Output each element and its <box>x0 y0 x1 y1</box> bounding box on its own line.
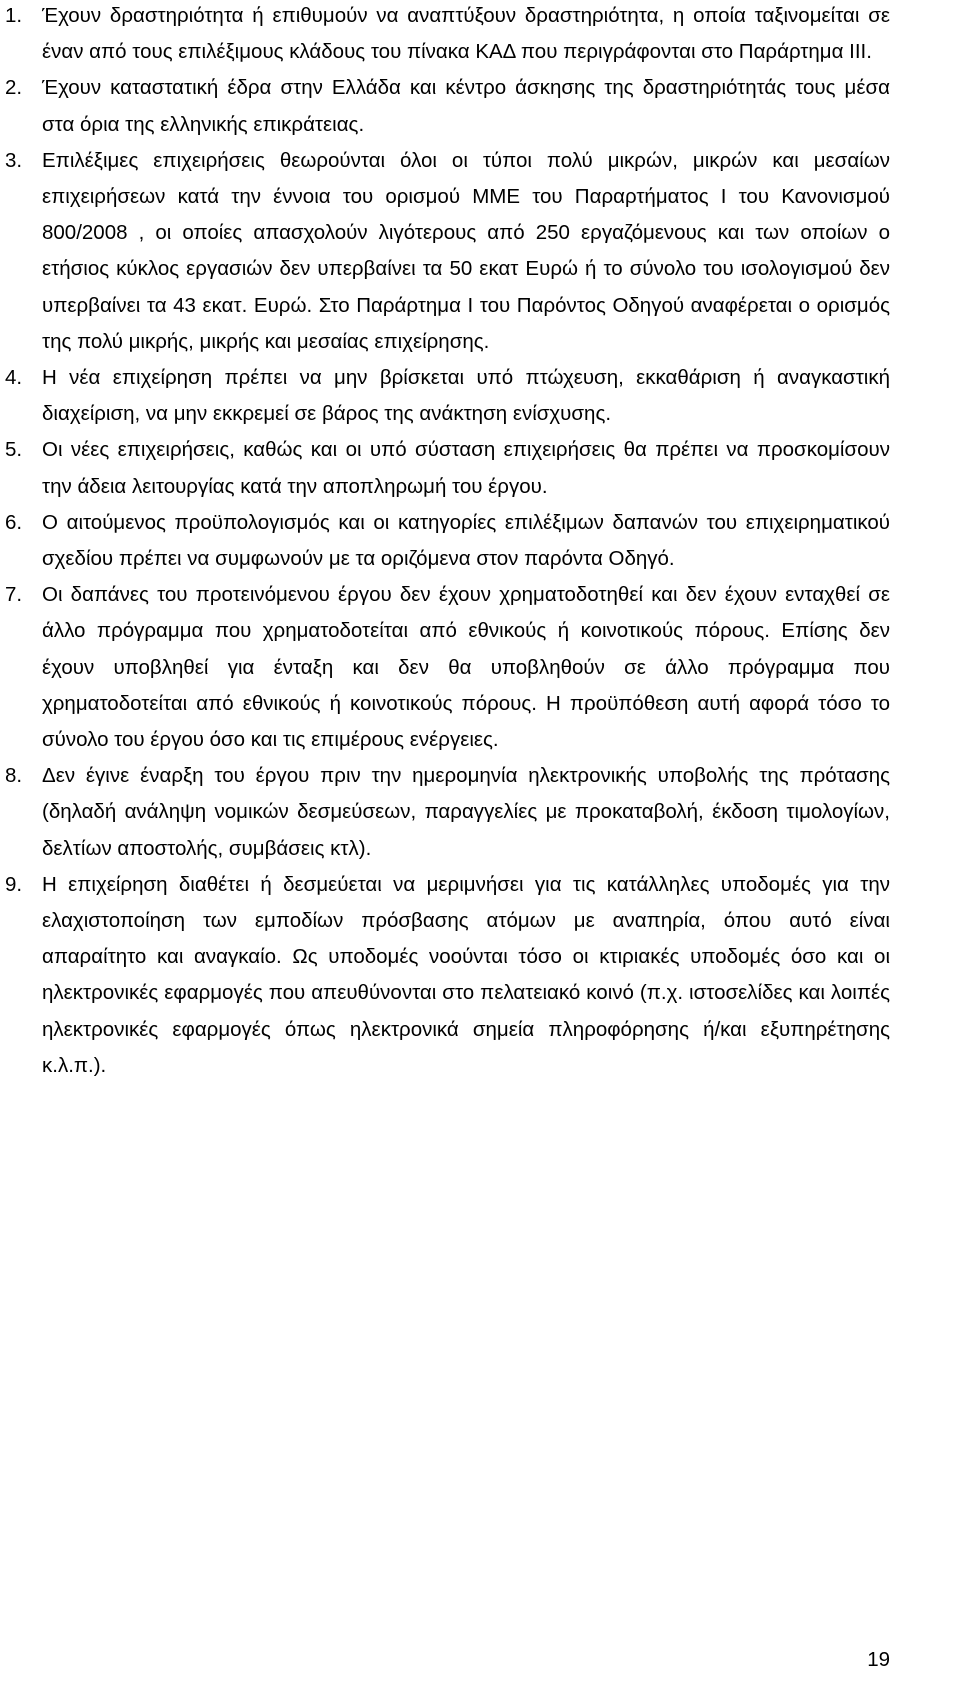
list-item <box>0 360 960 432</box>
list-item-text: Έχουν καταστατική έδρα στην Ελλάδα και κέντρο άσκησης της δραστηριότητάς τους μέσα στα όρια της ελληνικής επικράτειας. <box>42 76 890 136</box>
list-item-number: 8. <box>5 764 23 788</box>
list-item <box>0 867 960 1084</box>
list-item <box>0 432 960 504</box>
list-item <box>0 577 960 758</box>
list-item-text: Οι δαπάνες του προτεινόμενου έργου δεν έχουν χρηματοδοτηθεί και δεν έχουν ενταχθεί σε άλλο πρόγραμμα που χρηματοδοτείται από εθνικούς ή κοινοτικούς πόρους. Επίσης δεν έχουν υποβληθεί για ένταξη και δεν θα υποβληθούν σε άλλο πρόγραμμα που χρηματοδοτείται από εθνικούς ή κοινοτικούς πόρους. Η προϋπόθεση αυτή αφορά τόσο το σύνολο του έργου όσο και τις επιμέρους ενέργειες. <box>42 583 890 752</box>
list-item-number: 9. <box>5 872 23 896</box>
list-item <box>0 70 960 142</box>
list-item-number: 5. <box>5 438 23 462</box>
list-item-text: Η επιχείρηση διαθέτει ή δεσμεύεται να μεριμνήσει για τις κατάλληλες υποδομές για την ελαχιστοποίηση των εμποδίων πρόσβασης ατόμων με αναπηρία, όπου αυτό είναι απαραίτητο και αναγκαίο. Ως υποδομές νοούνται τόσο οι κτιριακές υποδομές όσο και οι ηλεκτρονικές εφαρμογές που απευθύνονται στο πελατειακό κοινό (π.χ. ιστοσελίδες και λοιπές ηλεκτρονικές εφαρμογές όπως ηλεκτρονικά σημεία πληροφόρησης ή/και εξυπηρέτησης κ.λ.π.). <box>42 872 890 1077</box>
list-item-number: 6. <box>5 510 23 534</box>
list-item-number: 3. <box>5 148 23 172</box>
list-item-text: Η νέα επιχείρηση πρέπει να μην βρίσκεται υπό πτώχευση, εκκαθάριση ή αναγκαστική διαχείριση, να μην εκκρεμεί σε βάρος της ανάκτηση ενίσχυσης. <box>42 366 890 426</box>
list-item-text: Δεν έγινε έναρξη του έργου πριν την ημερομηνία ηλεκτρονικής υποβολής της πρότασης (δηλαδή ανάληψη νομικών δεσμεύσεων, παραγγελίες με προκαταβολή, έκδοση τιμολογίων, δελτίων αποστολής, συμβάσεις κτλ). <box>42 764 890 860</box>
list-item-number: 2. <box>5 76 23 100</box>
page-number: 19 <box>867 1648 890 1671</box>
list-item-text: Οι νέες επιχειρήσεις, καθώς και οι υπό σύσταση επιχειρήσεις θα πρέπει να προσκομίσουν την άδεια λειτουργίας κατά την αποπληρωμή του έργου. <box>42 438 890 498</box>
list-item <box>0 143 960 360</box>
list-item <box>0 0 960 70</box>
list-item-text: Επιλέξιμες επιχειρήσεις θεωρούνται όλοι οι τύποι πολύ μικρών, μικρών και μεσαίων επιχειρήσεων κατά την έννοια του ορισμού ΜΜΕ του Παραρτήματος Ι του Κανονισμού 800/2008 , οι οποίες απασχολούν λιγότερους από 250 εργαζόμενους και των οποίων ο ετήσιος κύκλος εργασιών δεν υπερβαίνει τα 50 εκατ Ευρώ ή το σύνολο του ισολογισμού δεν υπερβαίνει τα 43 εκατ. Ευρώ. Στο Παράρτημα Ι του Παρόντος Οδηγού αναφέρεται ο ορισμός της πολύ μικρής, μικρής και μεσαίας επιχείρησης. <box>42 148 890 353</box>
list-item-number: 7. <box>5 583 23 607</box>
list-item-number: 4. <box>5 366 23 390</box>
list-item-text: Έχουν δραστηριότητα ή επιθυμούν να αναπτύξουν δραστηριότητα, η οποία ταξινομείται σε έναν από τους επιλέξιμους κλάδους του πίνακα ΚΑΔ που περιγράφονται στο Παράρτημα ΙΙΙ. <box>42 4 890 64</box>
list-item-text: Ο αιτούμενος προϋπολογισμός και οι κατηγορίες επιλέξιμων δαπανών του επιχειρηματικού σχεδίου πρέπει να συμφωνούν με τα οριζόμενα στον παρόντα Οδηγό. <box>42 510 890 571</box>
list-item <box>0 758 960 867</box>
list-item-number: 1. <box>5 4 23 27</box>
list-item <box>0 505 960 577</box>
